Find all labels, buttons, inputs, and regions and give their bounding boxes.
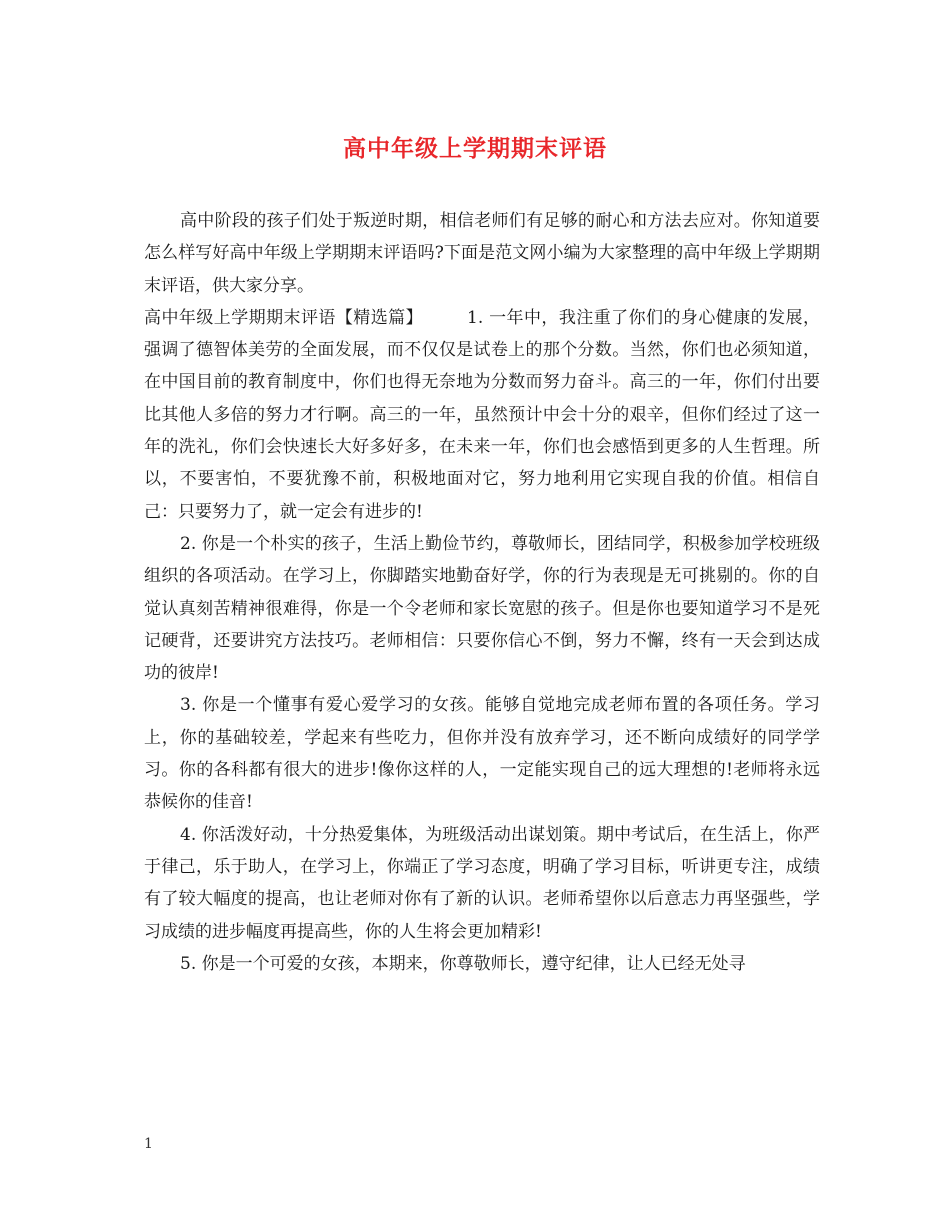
section-heading: 高中年级上学期期末评语【精选篇】 — [144, 307, 424, 328]
item-1-text: 1. 一年中，我注重了你们的身心健康的发展，强调了德智体美劳的全面发展，而不仅仅是试卷上的那个分数。当然，你们也必须知道，在中国目前的教育制度中，你们也得无奈地为分数而努力奋斗。高三的一年，你们付出要比其他人多倍的努力才行啊。高三的一年，虽然预计中会十分的艰辛，但你们经过了这一年的洗礼，你们会快速长大好多好多，在未来一年，你们也会感悟到更多的人生哲理。所以，不要害怕，不要犹豫不前，积极地面对它，努力地利用它实现自我的价值。相信自己：只要努力了，就一定会有进步的! — [144, 307, 821, 522]
section-paragraph — [144, 302, 820, 528]
item-4-paragraph: 4. 你活泼好动，十分热爱集体，为班级活动出谋划策。期中考试后，在生活上，你严于律己，乐于助人，在学习上，你端正了学习态度，明确了学习目标，听讲更专注，成绩有了较大幅度的提高，也让老师对你有了新的认识。老师希望你以后意志力再坚强些，学习成绩的进步幅度再提高些，你的人生将会更加精彩! — [144, 824, 820, 942]
item-5-paragraph: 5. 你是一个可爱的女孩，本期来，你尊敬师长，遵守纪律，让人已经无处寻 — [180, 953, 746, 974]
item-2-paragraph: 2. 你是一个朴实的孩子，生活上勤俭节约，尊敬师长，团结同学，积极参加学校班级组织的各项活动。在学习上，你脚踏实地勤奋好学，你的行为表现是无可挑剔的。你的自觉认真刻苦精神很难得，你是一个令老师和家长宽慰的孩子。但是你也要知道学习不是死记硬背，还要讲究方法技巧。老师相信：只要你信心不倒，努力不懈，终有一天会到达成功的彼岸! — [144, 533, 820, 684]
page-number: 1 — [144, 1136, 153, 1152]
item-3-paragraph: 3. 你是一个懂事有爱心爱学习的女孩。能够自觉地完成老师布置的各项任务。学习上，你的基础较差，学起来有些吃力，但你并没有放弃学习，还不断向成绩好的同学学习。你的各科都有很大的进步!像你这样的人，一定能实现自己的远大理想的!老师将永远恭候你的佳音! — [144, 695, 820, 813]
intro-paragraph: 高中阶段的孩子们处于叛逆时期，相信老师们有足够的耐心和方法去应对。你知道要怎么样写好高中年级上学期期末评语吗?下面是范文网小编为大家整理的高中年级上学期期末评语，供大家分享。 — [144, 211, 820, 296]
document-title: 高中年级上学期期末评语 — [343, 136, 607, 162]
document-body — [144, 205, 820, 980]
